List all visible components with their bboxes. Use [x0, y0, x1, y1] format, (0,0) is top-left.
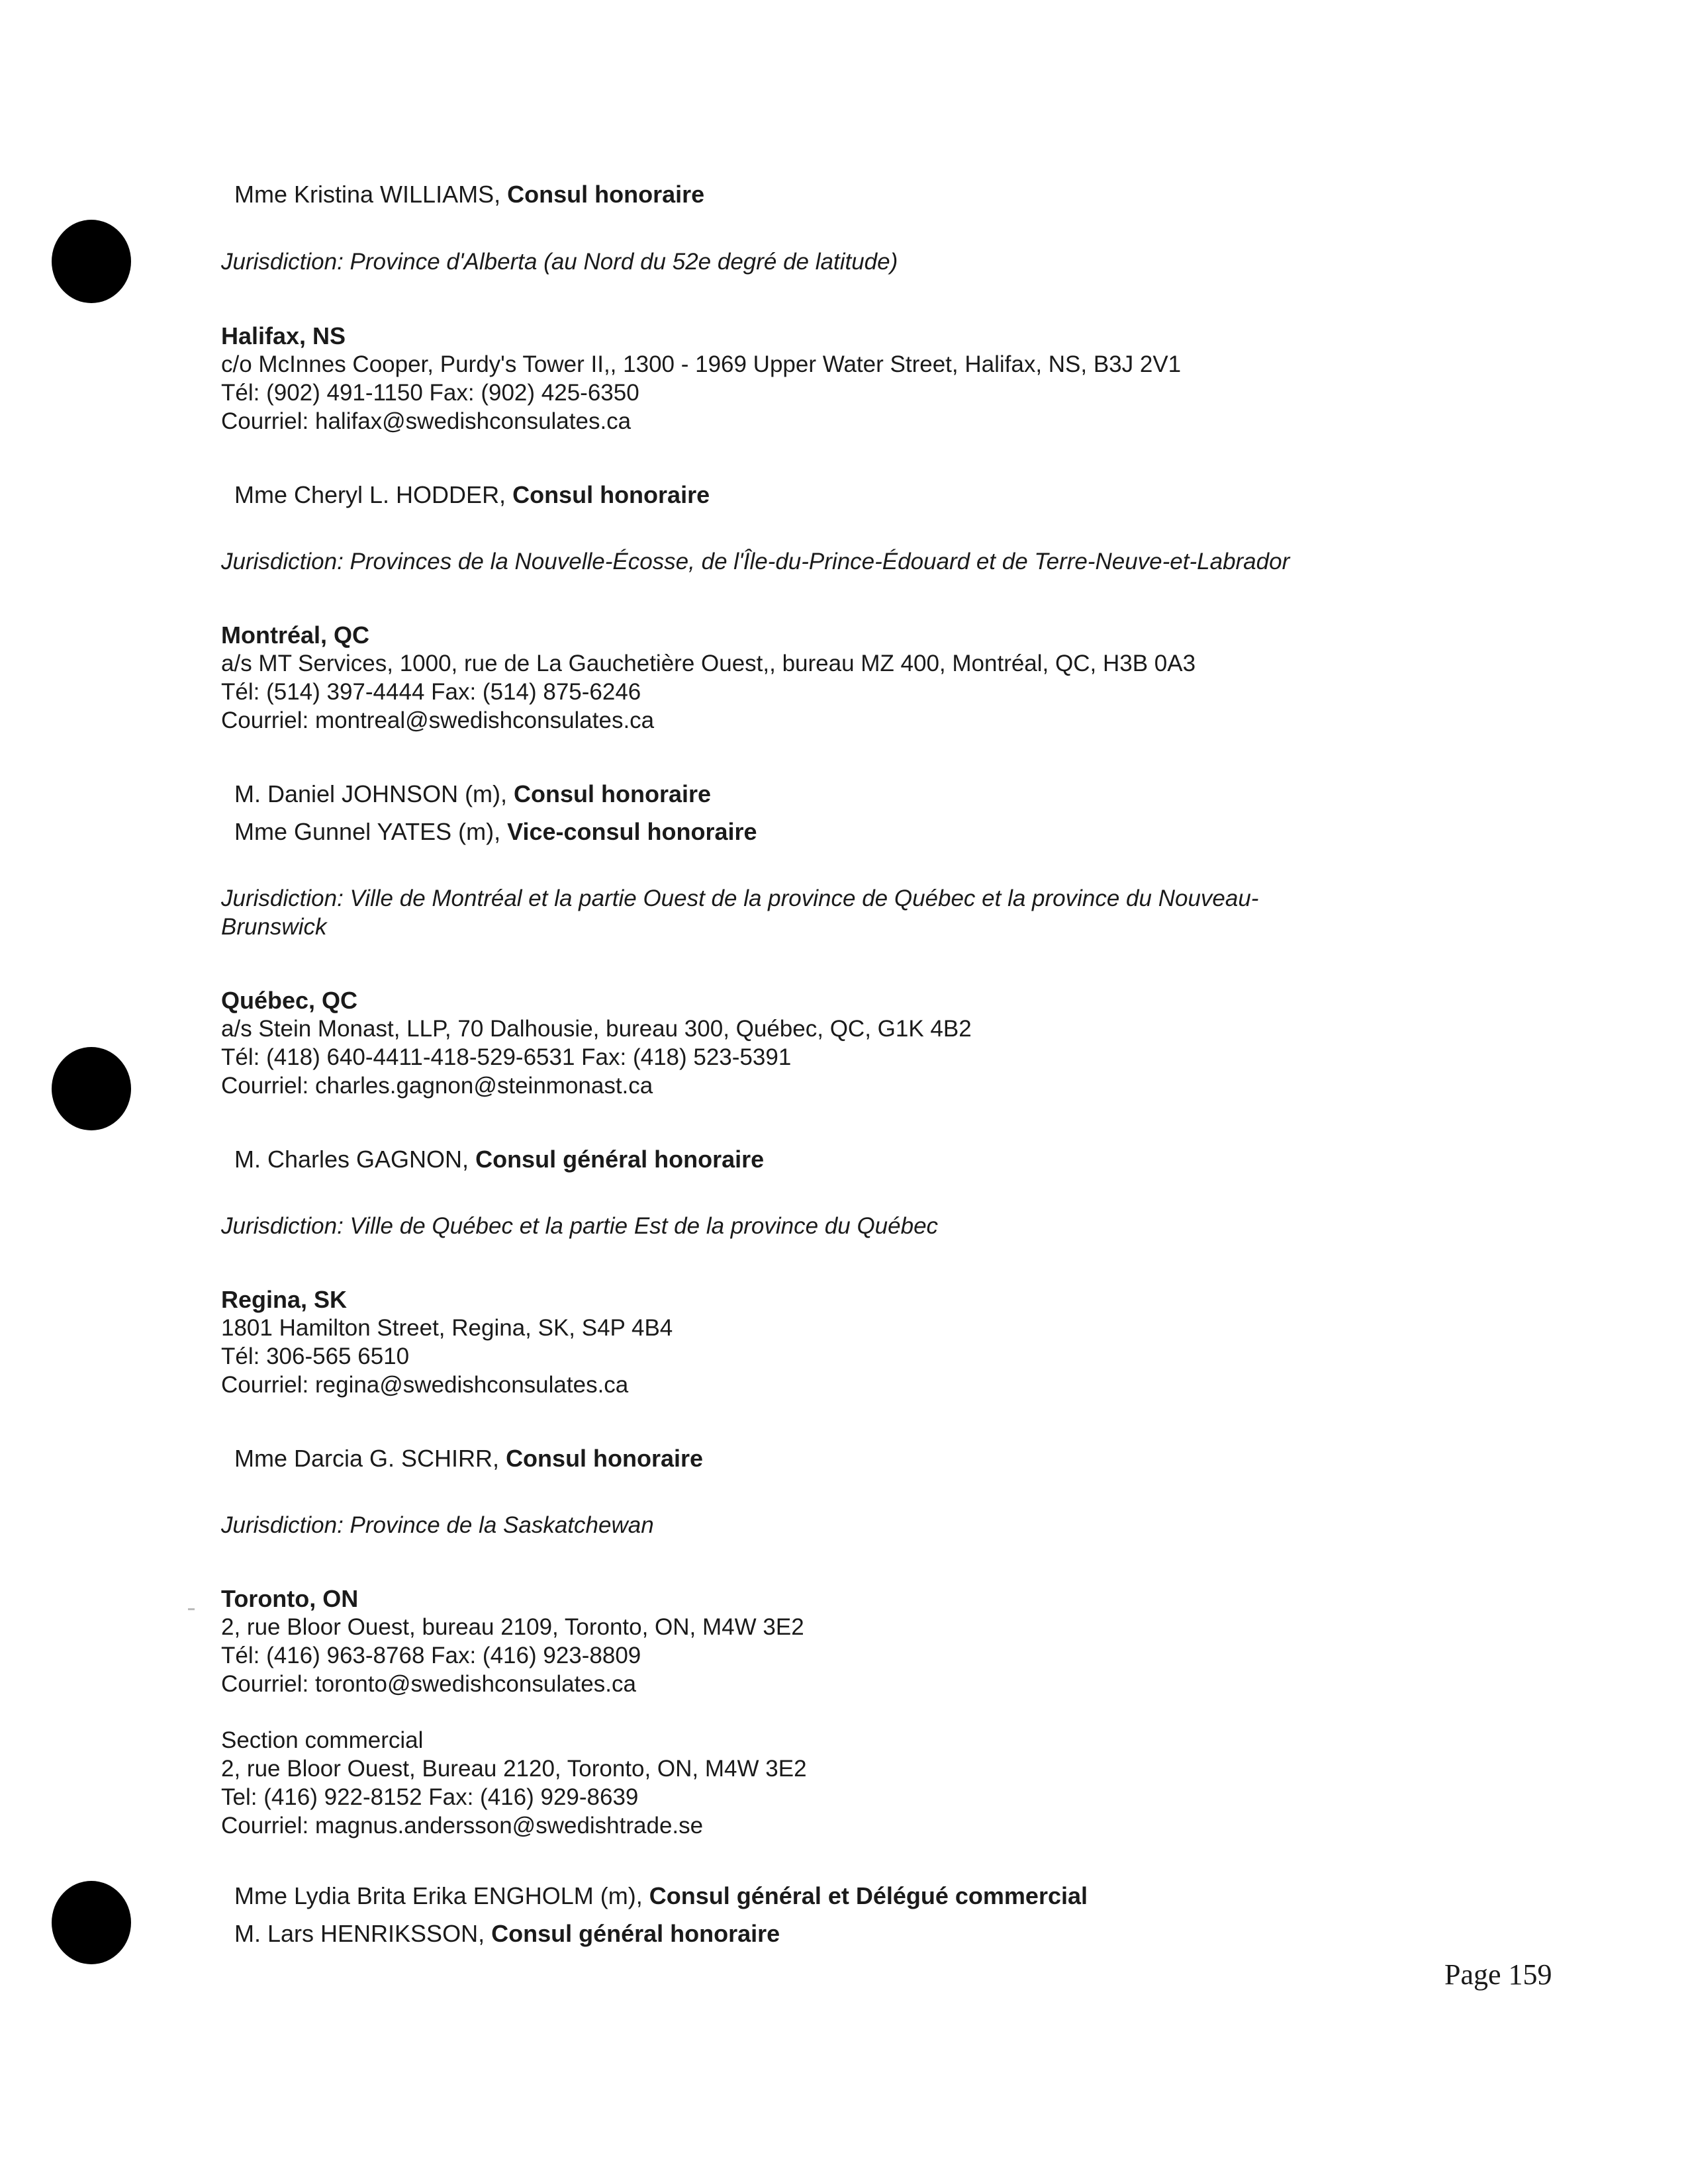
phone-halifax: Tél: (902) 491-1150 Fax: (902) 425-6350: [221, 380, 639, 406]
commercial-section-heading: Section commercial: [221, 1727, 424, 1753]
address-toronto: 2, rue Bloor Ouest, bureau 2109, Toronto, ON, M4W 3E2: [221, 1614, 804, 1640]
city-heading-halifax: Halifax, NS: [221, 322, 346, 349]
punch-hole-middle: [52, 1047, 131, 1130]
jurisdiction-montreal: Jurisdiction: Ville de Montréal et la partie Ouest de la province de Québec et la province du Nouveau-: [221, 886, 1259, 911]
phone-quebec: Tél: (418) 640-4411-418-529-6531 Fax: (418) 523-5391: [221, 1044, 792, 1070]
jurisdiction-montreal-cont: Brunswick: [221, 914, 327, 940]
jurisdiction-quebec: Jurisdiction: Ville de Québec et la partie Est de la province du Québec: [221, 1213, 939, 1239]
email-commercial: Courriel: magnus.andersson@swedishtrade.se: [221, 1813, 704, 1839]
address-montreal: a/s MT Services, 1000, rue de La Gauchetière Ouest,, bureau MZ 400, Montréal, QC, H3B 0A3: [221, 651, 1196, 676]
city-heading-montreal: Montréal, QC: [221, 621, 370, 649]
address-quebec: a/s Stein Monast, LLP, 70 Dalhousie, bureau 300, Québec, QC, G1K 4B2: [221, 1016, 972, 1042]
city-heading-regina: Regina, SK: [221, 1286, 348, 1313]
jurisdiction-regina: Jurisdiction: Province de la Saskatchewan: [221, 1512, 654, 1538]
city-heading-quebec: Québec, QC: [221, 987, 358, 1014]
phone-commercial: Tel: (416) 922-8152 Fax: (416) 929-8639: [221, 1784, 639, 1810]
page-number: Page 159: [1444, 1958, 1552, 1991]
jurisdiction-alberta: Jurisdiction: Province d'Alberta (au Nord du 52e degré de latitude): [221, 249, 898, 275]
consul-henriksson: M. Lars HENRIKSSON, Consul général honoraire: [234, 1920, 780, 1947]
email-montreal: Courriel: montreal@swedishconsulates.ca: [221, 707, 655, 733]
city-heading-toronto: Toronto, ON: [221, 1585, 359, 1612]
consul-engholm: Mme Lydia Brita Erika ENGHOLM (m), Consul général et Délégué commercial: [234, 1882, 1088, 1909]
email-toronto: Courriel: toronto@swedishconsulates.ca: [221, 1671, 636, 1697]
email-regina: Courriel: regina@swedishconsulates.ca: [221, 1372, 629, 1398]
consul-schirr: Mme Darcia G. SCHIRR, Consul honoraire: [234, 1445, 704, 1472]
vice-consul-yates: Mme Gunnel YATES (m), Vice-consul honoraire: [234, 818, 757, 845]
punch-hole-top: [52, 220, 131, 303]
address-regina: 1801 Hamilton Street, Regina, SK, S4P 4B4: [221, 1315, 673, 1341]
consul-johnson: M. Daniel JOHNSON (m), Consul honoraire: [234, 780, 712, 807]
email-quebec: Courriel: charles.gagnon@steinmonast.ca: [221, 1073, 653, 1099]
consul-gagnon: M. Charles GAGNON, Consul général honoraire: [234, 1146, 765, 1173]
punch-hole-bottom: [52, 1881, 131, 1964]
scan-speck: [188, 1608, 195, 1610]
address-commercial: 2, rue Bloor Ouest, Bureau 2120, Toronto, ON, M4W 3E2: [221, 1756, 807, 1782]
phone-toronto: Tél: (416) 963-8768 Fax: (416) 923-8809: [221, 1643, 641, 1668]
email-halifax: Courriel: halifax@swedishconsulates.ca: [221, 408, 632, 434]
jurisdiction-halifax: Jurisdiction: Provinces de la Nouvelle-Écosse, de l'Île-du-Prince-Édouard et de Terre-Neuve-et-Labrador: [221, 549, 1290, 574]
consul-hodder: Mme Cheryl L. HODDER, Consul honoraire: [234, 481, 710, 508]
phone-montreal: Tél: (514) 397-4444 Fax: (514) 875-6246: [221, 679, 641, 705]
phone-regina: Tél: 306-565 6510: [221, 1343, 410, 1369]
address-halifax: c/o McInnes Cooper, Purdy's Tower II,, 1300 - 1969 Upper Water Street, Halifax, NS, B3J 2V1: [221, 351, 1182, 377]
consul-williams: Mme Kristina WILLIAMS, Consul honoraire: [234, 181, 705, 208]
